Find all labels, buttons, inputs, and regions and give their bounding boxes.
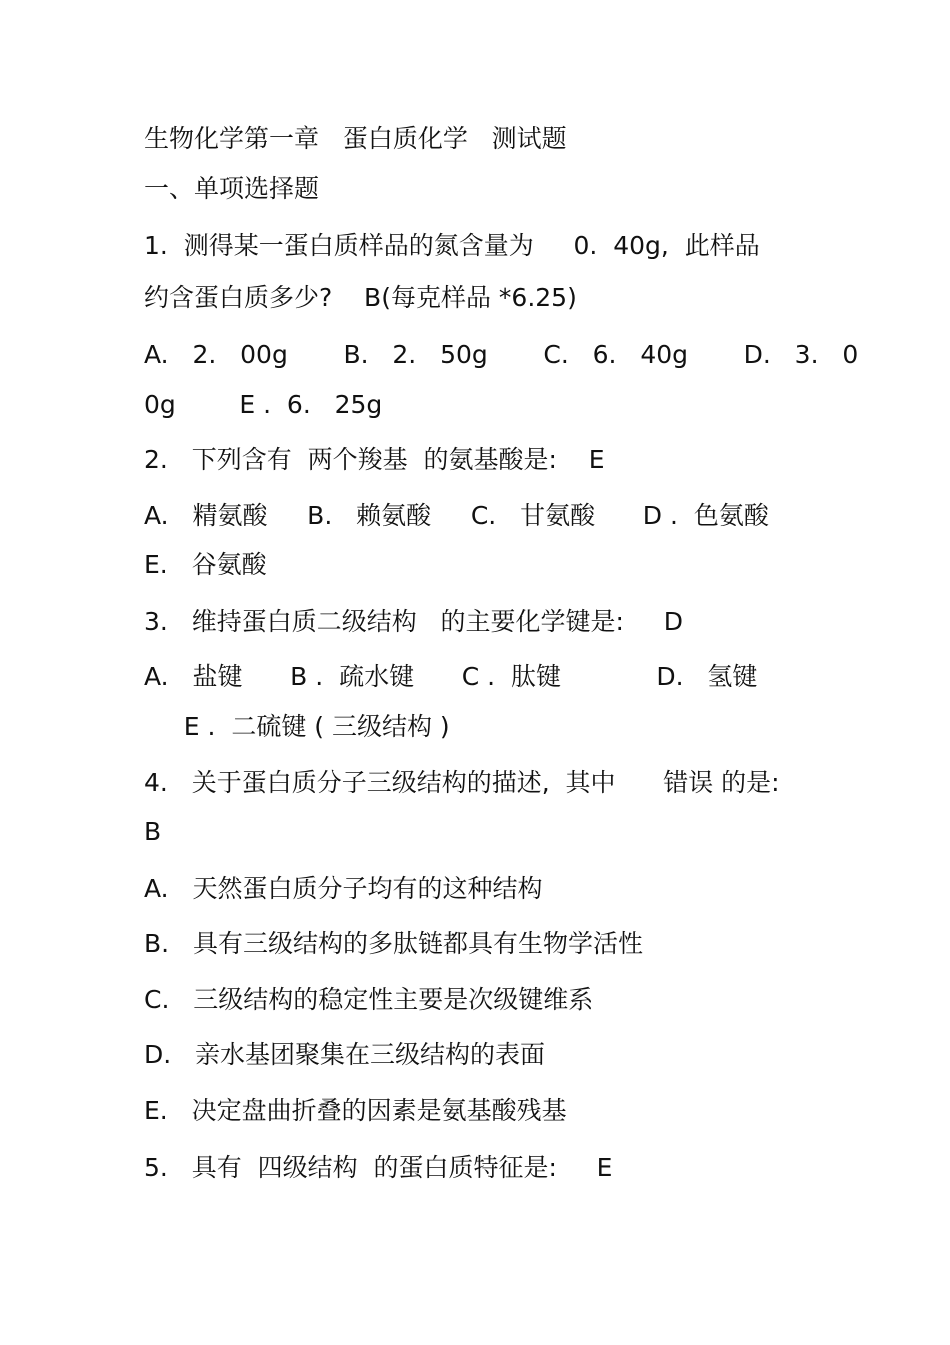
question-4-option-c: C. 三级结构的稳定性主要是次级键维系 [144,985,594,1014]
question-4-stem-line-2: B [144,817,162,846]
question-4-option-d: D. 亲水基团聚集在三级结构的表面 [144,1040,546,1069]
question-2-options-line-2: E. 谷氨酸 [144,550,267,579]
question-4-stem-line-1: 4. 关于蛋白质分子三级结构的描述, 其中 错误 的是: [144,768,780,797]
question-1-options-line-1: A. 2. 00g B. 2. 50g C. 6. 40g D. 3. 0 [144,340,859,369]
question-3-options-line-2: E . 二硫键 ( 三级结构 ) [144,712,450,741]
question-3-options-line-1: A. 盐键 B . 疏水键 C . 肽键 D. 氢键 [144,662,758,691]
question-5-stem: 5. 具有 四级结构 的蛋白质特征是: E [144,1153,613,1182]
question-1-stem-line-2: 约含蛋白质多少? B(每克样品 *6.25) [144,283,577,312]
question-1-options-line-2: 0g E . 6. 25g [144,390,383,419]
section-heading: 一、单项选择题 [144,174,320,203]
question-3-stem: 3. 维持蛋白质二级结构 的主要化学键是: D [144,607,683,636]
question-1-stem-line-1: 1. 测得某一蛋白质样品的氮含量为 0. 40g, 此样品 [144,231,760,260]
question-4-option-b: B. 具有三级结构的多肽链都具有生物学活性 [144,929,643,958]
question-4-option-e: E. 决定盘曲折叠的因素是氨基酸残基 [144,1096,567,1125]
question-4-option-a: A. 天然蛋白质分子均有的这种结构 [144,874,543,903]
question-2-options-line-1: A. 精氨酸 B. 赖氨酸 C. 甘氨酸 D . 色氨酸 [144,501,769,530]
question-2-stem: 2. 下列含有 两个羧基 的氨基酸是: E [144,445,605,474]
document-title: 生物化学第一章 蛋白质化学 测试题 [144,124,567,153]
